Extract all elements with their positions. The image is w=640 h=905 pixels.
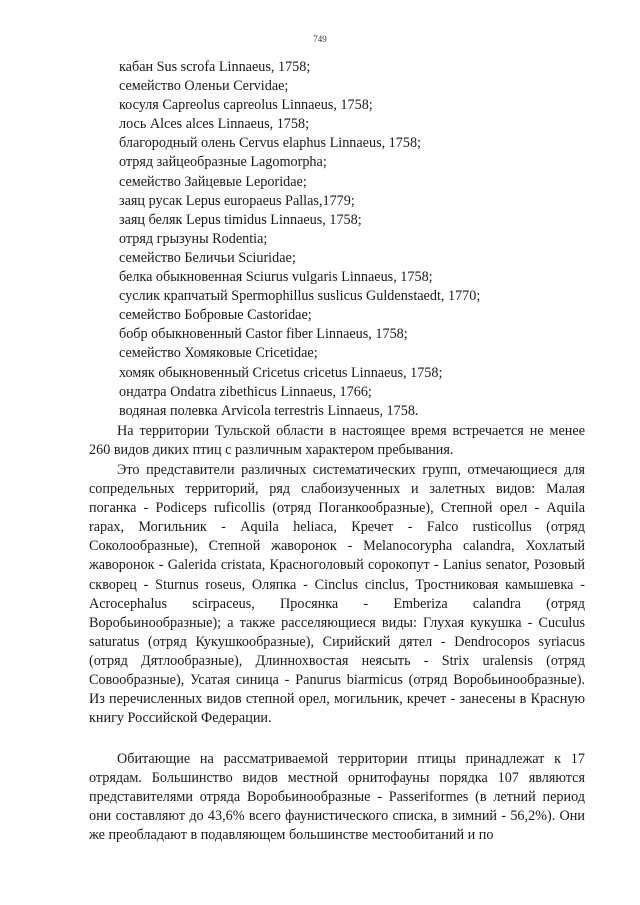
list-item: косуля Capreolus capreolus Linnaeus, 1758; [119,97,373,114]
page-number: 749 [313,34,327,44]
list-item: семейство Бобровые Castoridae; [119,307,312,324]
list-item: лось Alces alces Linnaeus, 1758; [119,116,310,133]
species-list [119,58,589,421]
list-item: отряд грызуны Rodentia; [119,230,268,247]
list-item: ондатра Ondatra zibethicus Linnaeus, 1766; [119,383,372,400]
list-item: белка обыкновенная Sciurus vulgaris Linnaeus, 1758; [119,269,433,286]
paragraph-orders: Обитающие на рассматриваемой территории птицы принадлежат к 17 отрядам. Большинство видов местной орнитофауны порядка 107 являются представителями отряда Воробьинообразные - Passeriformes (в летний период они составляют до 43,6% всего фаунистического списка, в зимний - 56,2%). Они же преобладают в подавляющем большинстве местообитаний и по [89,751,585,844]
list-item: семейство Оленьи Cervidae; [119,78,289,95]
list-item: семейство Беличьи Sciuridae; [119,249,296,266]
list-item: отряд зайцеобразные Lagomorpha; [119,154,327,171]
list-item: бобр обыкновенный Castor fiber Linnaeus, 1758; [119,326,408,343]
list-item: кабан Sus scrofa Linnaeus, 1758; [119,59,311,75]
paragraph-bird-count: На территории Тульской области в настоящее время встречается не менее 260 видов диких птиц с различным характером пребывания. [89,423,585,459]
list-item: семейство Хомяковые Cricetidae; [119,345,318,362]
list-item: заяц беляк Lepus timidus Linnaeus, 1758; [119,211,362,228]
list-item: семейство Зайцевые Leporidae; [119,173,307,190]
list-item: хомяк обыкновенный Cricetus cricetus Linnaeus, 1758; [119,364,443,381]
list-item: благородный олень Cervus elaphus Linnaeus, 1758; [119,135,421,152]
list-item: суслик крапчатый Spermophillus suslicus Guldenstaedt, 1770; [119,288,481,305]
list-item: водяная полевка Arvicola terrestris Linnaeus, 1758. [119,402,419,419]
paragraph-rare-species: Это представители различных систематических групп, отмечающиеся для сопредельных территорий, ряд слабоизученных и залетных видов: Малая поганка - Podiceps ruficollis (отряд Поганкообразные), Степной орел - Aquila rapax, Могильник - Aquila heliaca, Кречет - Falco rusticollus (отряд Соколообразные), Степной жаворонок - Melanocorypha calandra, Хохлатый жаворонок - Galerida cristata, Красноголовый сорокопут - Lanius senator, Розовый скворец - Sturnus roseus, Оляпка - Cinclus cinclus, Тростниковая камышевка - Acrocephalus scirpaceus, Просянка - Emberiza calandra (отряд Воробьинообразные); а также расселяющиеся виды: Глухая кукушка - Cuculus saturatus (отряд Кукушкообразные), Сирийский дятел - Dendrocopos syriacus (отряд Дятлообразные), Длиннохвостая неясыть - Strix uralensis (отряд Совообразные), Усатая синица - Panurus biarmicus (отряд Воробьинообразные). Из перечисленных видов степной орел, могильник, кречет - занесены в Красную книгу Российской Федерации. [89,462,585,727]
list-item: заяц русак Lepus europaeus Pallas,1779; [119,192,355,209]
